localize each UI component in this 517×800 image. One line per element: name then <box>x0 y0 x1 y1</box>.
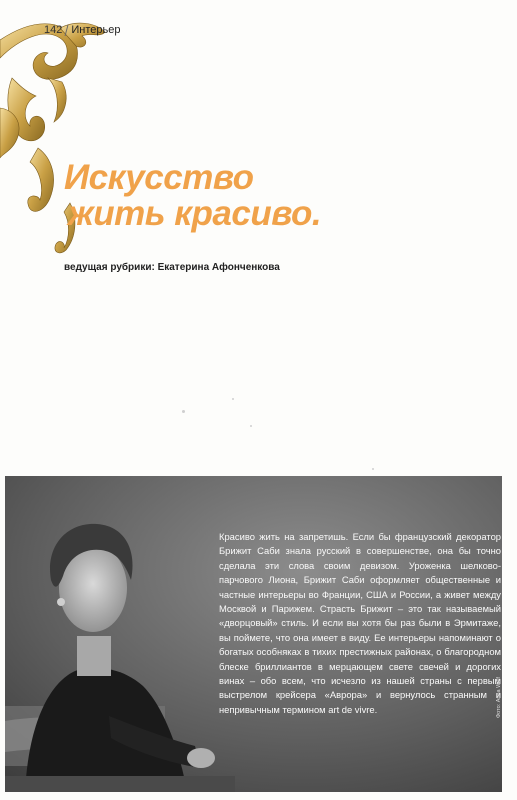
scan-speck <box>232 398 234 400</box>
title-line-2: жить красиво. <box>68 194 322 233</box>
byline: ведущая рубрики: Екатерина Афонченкова <box>64 262 280 273</box>
page-number: 142 <box>44 24 63 36</box>
section-name: Интерьер <box>71 24 121 36</box>
header-separator <box>65 25 69 36</box>
article-title <box>64 160 321 232</box>
photo-credit: Фото: Anna Wulf <box>496 677 503 718</box>
scan-speck <box>372 468 374 470</box>
scan-speck <box>250 425 252 427</box>
scan-speck <box>182 410 185 413</box>
title-line-1: Искусство <box>64 158 254 197</box>
page-header <box>44 24 120 36</box>
article-body: Красиво жить на запретишь. Если бы французский декоратор Брижит Саби знала русский в совершенстве, она бы точно сделала эти слова своим девизом. Уроженка шелково-парчового Лиона, Брижит Саби оформляет общественные и частные интерьеры во Франции, США и России, а живет между Москвой и Парижем. Страсть Брижит – это так называемый «дворцовый» стиль. И если вы хотя бы раз были в Эрмитаже, вы поймете, что она имеет в виду. Ее интерьеры напоминают о богатых особняках в тихих престижных районах, о благородном блеске бриллиантов в мерцающем свете свечей и дорогих винах – обо всем, что исчезло из нашей страны с первым выстрелом крейсера «Аврора» и вернулось странным и непривычным термином art de vivre. <box>219 531 501 715</box>
